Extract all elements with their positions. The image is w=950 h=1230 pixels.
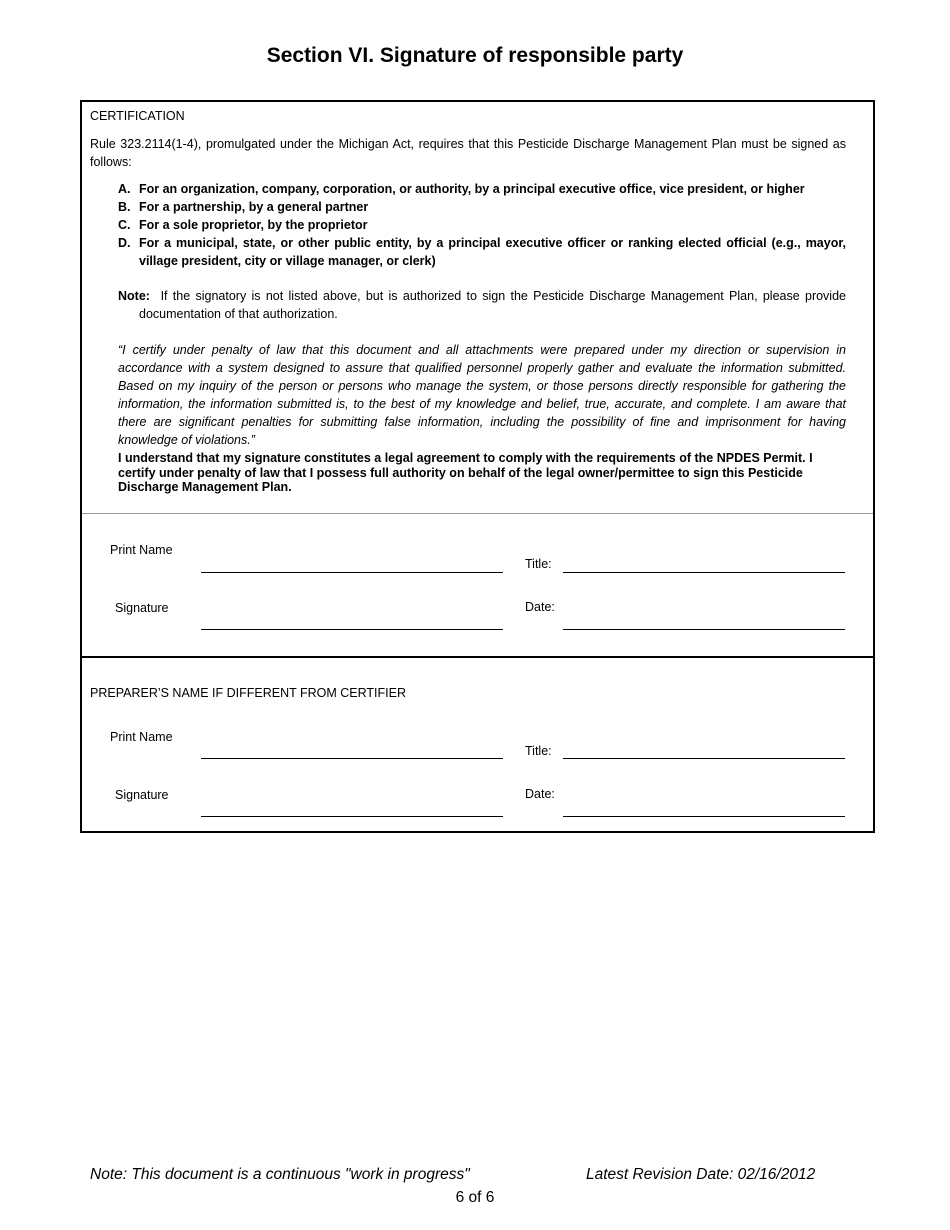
list-letter: C.	[118, 218, 131, 232]
certifier-title-label: Title:	[525, 557, 552, 571]
note-label: Note:	[118, 289, 150, 303]
certification-intro: Rule 323.2114(1-4), promulgated under the Michigan Act, requires that this Pesticide Discharge Management Plan must be signed as follows:	[90, 137, 846, 169]
certification-label: CERTIFICATION	[90, 109, 185, 123]
certifier-date-label: Date:	[525, 600, 555, 614]
list-letter: A.	[118, 182, 131, 196]
certification-form	[80, 100, 875, 833]
certifier-signature-label: Signature	[115, 601, 169, 615]
certifier-print-name-label: Print Name	[110, 543, 173, 557]
preparer-print-name-label: Print Name	[110, 730, 173, 744]
certifier-print-name-field[interactable]	[201, 572, 503, 573]
preparer-signature-field[interactable]	[201, 816, 503, 817]
preparer-print-name-field[interactable]	[201, 758, 503, 759]
preparer-date-field[interactable]	[563, 816, 845, 817]
page-number: 6 of 6	[455, 1189, 495, 1206]
signatory-list	[118, 180, 846, 270]
list-item	[118, 216, 846, 234]
preparer-title-label: Title:	[525, 744, 552, 758]
list-text: For a municipal, state, or other public entity, by a principal executive officer or ranking elected official (e.g., mayor, village president, city or village manager, or clerk)	[139, 236, 846, 268]
list-item	[118, 198, 846, 216]
list-item	[118, 234, 846, 270]
list-text: For a partnership, by a general partner	[139, 200, 369, 214]
signatory-note	[118, 287, 846, 323]
list-item	[118, 180, 846, 198]
section-divider	[82, 513, 873, 514]
list-text: For a sole proprietor, by the proprietor	[139, 218, 368, 232]
list-text: For an organization, company, corporation, or authority, by a principal executive office, vice president, or higher	[139, 182, 805, 196]
list-letter: D.	[118, 236, 131, 250]
footer-revision-date: Latest Revision Date: 02/16/2012	[586, 1166, 816, 1183]
preparer-date-label: Date:	[525, 787, 555, 801]
preparer-heading: PREPARER’S NAME IF DIFFERENT FROM CERTIFIER	[90, 686, 406, 700]
footer-note: Note: This document is a continuous "work in progress"	[90, 1166, 470, 1183]
page-title: Section VI. Signature of responsible party	[266, 44, 684, 67]
note-text: If the signatory is not listed above, but is authorized to sign the Pesticide Discharge Management Plan, please provide documentation of that authorization.	[139, 289, 846, 321]
list-letter: B.	[118, 200, 131, 214]
certifier-title-field[interactable]	[563, 572, 845, 573]
preparer-signature-label: Signature	[115, 788, 169, 802]
certifier-date-field[interactable]	[563, 629, 845, 630]
preparer-title-field[interactable]	[563, 758, 845, 759]
certification-statement: “I certify under penalty of law that this document and all attachments were prepared under my direction or supervision in accordance with a system designed to assure that qualified personnel properly gather and evaluate the information submitted. Based on my inquiry of the person or persons who manage the system, or those persons directly responsible for gathering the information, the information submitted is, to the best of my knowledge and belief, true, accurate, and complete. I am aware that there are significant penalties for submitting false information, including the possibility of fine and imprisonment for having knowledge of violations.”	[118, 343, 846, 447]
legal-agreement: I understand that my signature constitutes a legal agreement to comply with the requirements of the NPDES Permit. I certify under penalty of law that I possess full authority on behalf of the legal owner/permittee to sign this Pesticide Discharge Management Plan.	[118, 451, 813, 494]
certifier-signature-field[interactable]	[201, 629, 503, 630]
section-divider	[82, 656, 873, 658]
